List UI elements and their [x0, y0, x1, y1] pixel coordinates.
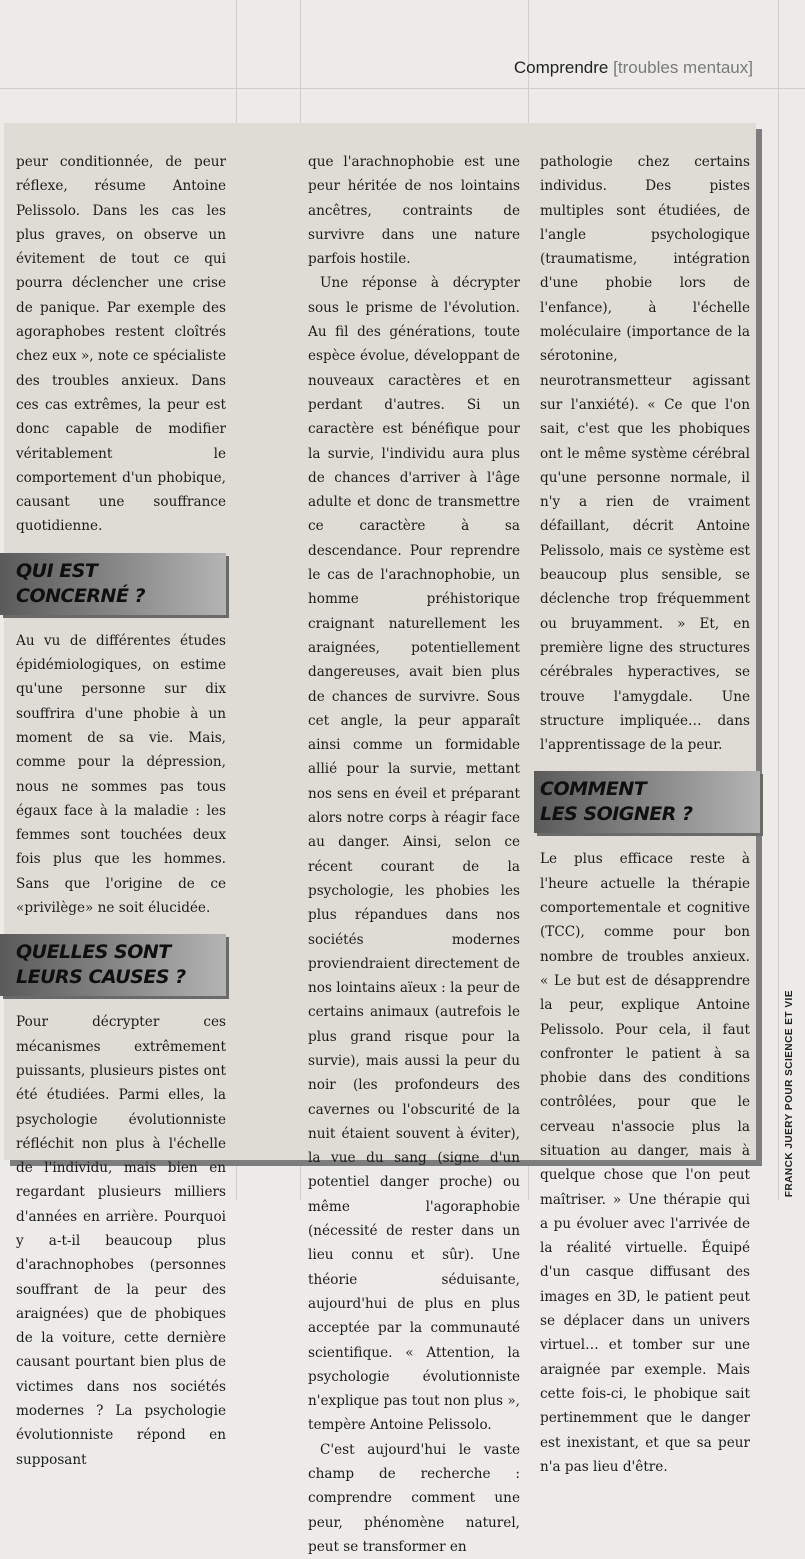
column-1	[16, 150, 226, 1472]
paragraph: Une réponse à décrypter sous le prisme de l'évolution. Au fil des générations, toute espèce évolue, développant de nouveaux caractères et en perdant d'autres. Si un caractère est bénéfique pour la survie, l'individu aura plus de chances d'arriver à l'âge adulte et donc de transmettre ce caractère à sa descendance. Pour reprendre le cas de l'arachnophobie, un homme préhistorique craignant naturellement les araignées, potentiellement dangereuses, avait bien plus de chances de survivre. Sous cet angle, la peur apparaît ainsi comme un formidable allié pour la survie, mettant nos sens en éveil et préparant alors notre corps à réagir face au danger. Ainsi, selon ce récent courant de la psychologie, les phobies les plus répandues dans nos sociétés modernes proviendraient directement de nos lointains aïeux : la peur de certains animaux (autrefois le plus grand risque pour la survie), mais aussi la peur du noir (les profondeurs des cavernes ou l'obscurité de la nuit étaient souvent à éviter), la vue du sang (signe d'un potentiel danger proche) ou même l'agoraphobie (nécessité de rester dans un lieu connu et sûr). Une théorie séduisante, aujourd'hui de plus en plus acceptée par la communauté scientifique. « Attention, la psychologie évolutionniste n'explique pas tout non plus », tempère Antoine Pelissolo.	[308, 275, 520, 1434]
heading-line: LES SOIGNER ?	[540, 803, 693, 826]
heading-line: QUI EST	[16, 559, 98, 582]
column-3	[540, 150, 750, 1479]
grid-line	[0, 88, 805, 89]
section-heading-concerne	[0, 553, 226, 615]
header-topic: troubles mentaux	[617, 58, 749, 77]
paragraph: pathologie chez certains individus. Des pistes multiples sont étudiées, de l'angle psychologique (traumatisme, intégration d'une phobie lors de l'enfance), à l'échelle moléculaire (importance de la sérotonine, neurotransmetteur agissant sur l'anxiété). « Ce que l'on sait, c'est que les phobiques ont le même système cérébral qu'une personne normale, il n'y a rien de vraiment défaillant, décrit Antoine Pelissolo, mais ce système est beaucoup plus sensible, se déclenche trop fréquemment ou bruyamment. » Et, en première ligne des structures cérébrales hyperactives, se trouve l'amygdale. Une structure impliquée… dans l'apprentissage de la peur.	[540, 154, 750, 754]
photo-credit: FRANCK JUERY POUR SCIENCE ET VIE	[784, 990, 795, 1198]
paragraph: C'est aujourd'hui le vaste champ de recherche : comprendre comment une peur, phénomène naturel, peut se transformer en	[308, 1441, 520, 1555]
heading-line: LEURS CAUSES ?	[16, 966, 186, 989]
heading-line: QUELLES SONT	[16, 941, 171, 964]
heading-line: COMMENT	[540, 778, 647, 801]
section-heading-soigner	[534, 771, 760, 833]
header-section: Comprendre	[513, 58, 609, 77]
heading-line: CONCERNÉ ?	[16, 584, 146, 607]
header-bracket-open: [	[613, 58, 618, 77]
grid-line	[778, 0, 779, 1200]
running-header	[514, 58, 753, 78]
paragraph: que l'arachnophobie est une peur héritée de nos lointains ancêtres, contraints de survivre dans une nature parfois hostile.	[308, 154, 520, 268]
section-heading-causes	[0, 934, 226, 996]
paragraph: peur conditionnée, de peur réflexe, résume Antoine Pelissolo. Dans les cas les plus graves, on observe un évitement de tout ce qui pourra déclencher une crise de panique. Par exemple des agoraphobes restent cloîtrés chez eux », note ce spécialiste des troubles anxieux. Dans ces cas extrêmes, la peur est donc capable de modifier véritablement le comportement d'un phobique, causant une souffrance quotidienne.	[16, 154, 226, 535]
paragraph: Au vu de différentes études épidémiologiques, on estime qu'une personne sur dix souffrira d'une phobie à un moment de sa vie. Mais, comme pour la dépression, nous ne sommes pas tous égaux face à la maladie : les femmes sont touchées deux fois plus que les hommes. Sans que l'origine de ce «privilège» ne soit élucidée.	[16, 632, 226, 917]
header-bracket-close: ]	[748, 58, 753, 77]
paragraph: Le plus efficace reste à l'heure actuelle la thérapie comportementale et cognitive (TCC), comme pour bon nombre de troubles anxieux. « Le but est de désapprendre la peur, explique Antoine Pelissolo. Pour cela, il faut confronter le patient à sa phobie dans des conditions contrôlées, pour que le cerveau n'associe plus la situation au danger, mais à quelque chose que l'on peut maîtriser. » Une thérapie qui a pu évoluer avec l'arrivée de la réalité virtuelle. Équipé d'un casque diffusant des images en 3D, le patient peut se déplacer dans un univers virtuel… et tomber sur une araignée par exemple. Mais cette fois-ci, le phobique sait pertinemment que le danger est inexistant, et que sa peur n'a pas lieu d'être.	[540, 851, 750, 1475]
column-2	[308, 150, 520, 1559]
paragraph: Pour décrypter ces mécanismes extrêmement puissants, plusieurs pistes ont été étudiées. Parmi elles, la psychologie évolutionniste réfléchit non plus à l'échelle de l'individu, mais bien en regardant plusieurs milliers d'années en arrière. Pourquoi y a-t-il beaucoup plus d'arachnophobes (personnes souffrant de la peur des araignées) que de phobiques de la voiture, cette dernière causant pourtant bien plus de victimes dans nos sociétés modernes ? La psychologie évolutionniste répond en supposant	[16, 1014, 226, 1468]
